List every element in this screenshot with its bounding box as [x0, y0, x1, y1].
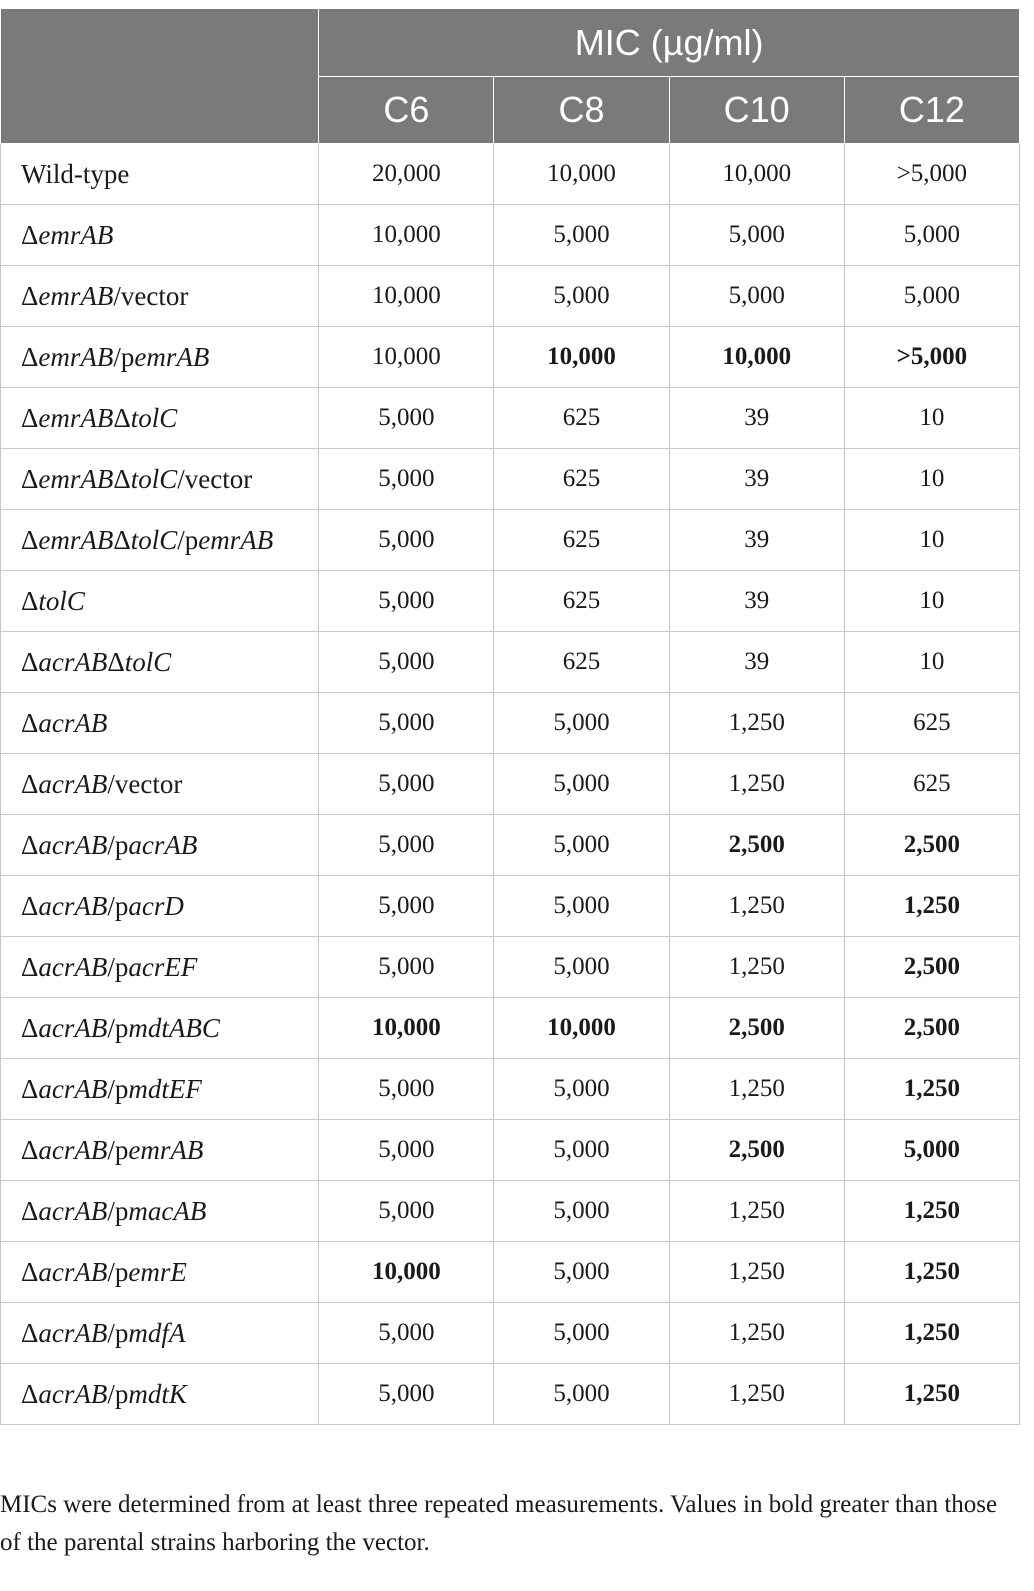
table-row [1, 1120, 1020, 1181]
mic-value-cell: 5,000 [319, 1181, 494, 1242]
mic-value-cell: 10,000 [669, 144, 844, 205]
mic-value-cell: 5,000 [494, 1120, 669, 1181]
table-row [1, 754, 1020, 815]
mic-value-cell: 5,000 [844, 1120, 1019, 1181]
mic-value-cell: 2,500 [844, 815, 1019, 876]
column-header: C10 [669, 77, 844, 144]
mic-value-cell: 10,000 [319, 266, 494, 327]
mic-value-cell: 20,000 [319, 144, 494, 205]
mic-value-cell: 5,000 [494, 1181, 669, 1242]
table-row [1, 388, 1020, 449]
table-row [1, 1364, 1020, 1425]
mic-value-cell: 5,000 [319, 1303, 494, 1364]
mic-value-cell: 5,000 [494, 1364, 669, 1425]
table-row [1, 632, 1020, 693]
table-row [1, 510, 1020, 571]
column-header: C12 [844, 77, 1019, 144]
mic-value-cell: 5,000 [319, 1059, 494, 1120]
mic-value-cell: 5,000 [319, 632, 494, 693]
mic-value-cell: 1,250 [669, 937, 844, 998]
mic-value-cell: 10 [844, 632, 1019, 693]
mic-value-cell: 5,000 [319, 876, 494, 937]
mic-value-cell: 1,250 [844, 1364, 1019, 1425]
mic-value-cell: 10,000 [669, 327, 844, 388]
strain-name-cell: ΔacrAB/pacrAB [1, 815, 319, 876]
mic-value-cell: 5,000 [319, 1364, 494, 1425]
table-row [1, 1242, 1020, 1303]
strain-name-cell: ΔacrAB/pmdtABC [1, 998, 319, 1059]
mic-value-cell: 5,000 [494, 1059, 669, 1120]
mic-value-cell: 1,250 [844, 876, 1019, 937]
strain-name-cell: ΔacrAB/pmacAB [1, 1181, 319, 1242]
mic-value-cell: 5,000 [319, 1120, 494, 1181]
mic-value-cell: 1,250 [669, 754, 844, 815]
table-row [1, 937, 1020, 998]
mic-value-cell: 5,000 [319, 510, 494, 571]
mic-value-cell: 5,000 [494, 693, 669, 754]
mic-value-cell: 10 [844, 510, 1019, 571]
table-row [1, 876, 1020, 937]
mic-value-cell: 5,000 [494, 754, 669, 815]
table-footnote: MICs were determined from at least three repeated measurements. Values in bold greater than those of the parental strains harboring the vector. [0, 1491, 998, 1556]
table-row [1, 693, 1020, 754]
strain-name-cell: ΔacrABΔtolC [1, 632, 319, 693]
mic-value-cell: 5,000 [494, 1303, 669, 1364]
strain-name-cell: ΔacrAB/pacrD [1, 876, 319, 937]
strain-name-cell: ΔemrABΔtolC/vector [1, 449, 319, 510]
mic-value-cell: 1,250 [844, 1242, 1019, 1303]
mic-value-cell: 5,000 [844, 205, 1019, 266]
table-row [1, 266, 1020, 327]
strain-name-cell: ΔacrAB/pmdfA [1, 1303, 319, 1364]
mic-value-cell: 1,250 [669, 1242, 844, 1303]
strain-name-cell: ΔtolC [1, 571, 319, 632]
mic-value-cell: 2,500 [669, 998, 844, 1059]
mic-value-cell: 5,000 [669, 205, 844, 266]
mic-table [0, 8, 1020, 1425]
mic-value-cell: 625 [494, 510, 669, 571]
strain-name-cell: ΔacrAB/pacrEF [1, 937, 319, 998]
mic-value-cell: >5,000 [844, 144, 1019, 205]
mic-value-cell: 625 [844, 693, 1019, 754]
header-corner [1, 9, 319, 144]
mic-value-cell: >5,000 [844, 327, 1019, 388]
strain-name-cell: ΔacrAB/pmdtEF [1, 1059, 319, 1120]
mic-value-cell: 39 [669, 449, 844, 510]
mic-value-cell: 625 [494, 571, 669, 632]
mic-value-cell: 625 [494, 388, 669, 449]
mic-value-cell: 1,250 [844, 1303, 1019, 1364]
mic-value-cell: 10 [844, 571, 1019, 632]
mic-value-cell: 5,000 [494, 1242, 669, 1303]
mic-value-cell: 625 [844, 754, 1019, 815]
mic-value-cell: 10,000 [319, 327, 494, 388]
mic-value-cell: 1,250 [844, 1059, 1019, 1120]
mic-value-cell: 10,000 [494, 144, 669, 205]
table-row [1, 1059, 1020, 1120]
strain-name-cell: ΔemrAB [1, 205, 319, 266]
mic-value-cell: 1,250 [669, 1059, 844, 1120]
mic-value-cell: 5,000 [319, 693, 494, 754]
mic-value-cell: 39 [669, 632, 844, 693]
mic-value-cell: 5,000 [669, 266, 844, 327]
strain-name-cell: ΔemrABΔtolC/pemrAB [1, 510, 319, 571]
mic-value-cell: 10,000 [319, 998, 494, 1059]
table-body [1, 144, 1020, 1425]
mic-value-cell: 5,000 [319, 754, 494, 815]
table-row [1, 1181, 1020, 1242]
mic-value-cell: 39 [669, 388, 844, 449]
mic-value-cell: 1,250 [669, 1364, 844, 1425]
mic-value-cell: 5,000 [319, 815, 494, 876]
mic-value-cell: 2,500 [844, 937, 1019, 998]
mic-value-cell: 10,000 [319, 205, 494, 266]
table-row [1, 327, 1020, 388]
table-row [1, 144, 1020, 205]
mic-value-cell: 10,000 [494, 327, 669, 388]
mic-value-cell: 5,000 [319, 388, 494, 449]
mic-value-cell: 10,000 [494, 998, 669, 1059]
column-header: C8 [494, 77, 669, 144]
mic-value-cell: 10 [844, 449, 1019, 510]
mic-value-cell: 5,000 [494, 876, 669, 937]
mic-value-cell: 625 [494, 632, 669, 693]
mic-value-cell: 5,000 [319, 449, 494, 510]
mic-value-cell: 625 [494, 449, 669, 510]
mic-value-cell: 1,250 [669, 876, 844, 937]
mic-value-cell: 2,500 [669, 815, 844, 876]
header-group-label: MIC (µg/ml) [319, 9, 1020, 77]
mic-value-cell: 2,500 [844, 998, 1019, 1059]
mic-value-cell: 1,250 [844, 1181, 1019, 1242]
mic-value-cell: 10,000 [319, 1242, 494, 1303]
mic-value-cell: 1,250 [669, 1181, 844, 1242]
strain-name-cell: ΔemrAB/pemrAB [1, 327, 319, 388]
table-row [1, 205, 1020, 266]
strain-name-cell: ΔemrAB/vector [1, 266, 319, 327]
table-header [1, 9, 1020, 144]
mic-value-cell: 2,500 [669, 1120, 844, 1181]
table-row [1, 1303, 1020, 1364]
strain-name-cell: Wild-type [1, 144, 319, 205]
table-row [1, 815, 1020, 876]
strain-name-cell: ΔacrAB/pemrAB [1, 1120, 319, 1181]
strain-name-cell: ΔacrAB [1, 693, 319, 754]
mic-value-cell: 5,000 [844, 266, 1019, 327]
mic-value-cell: 5,000 [494, 937, 669, 998]
mic-value-cell: 5,000 [494, 205, 669, 266]
mic-value-cell: 5,000 [494, 815, 669, 876]
table-row [1, 571, 1020, 632]
mic-value-cell: 10 [844, 388, 1019, 449]
mic-value-cell: 39 [669, 571, 844, 632]
table-row [1, 449, 1020, 510]
mic-value-cell: 5,000 [319, 937, 494, 998]
column-header: C6 [319, 77, 494, 144]
strain-name-cell: ΔacrAB/pmdtK [1, 1364, 319, 1425]
mic-value-cell: 39 [669, 510, 844, 571]
mic-value-cell: 5,000 [494, 266, 669, 327]
strain-name-cell: ΔacrAB/pemrE [1, 1242, 319, 1303]
mic-value-cell: 5,000 [319, 571, 494, 632]
mic-value-cell: 1,250 [669, 693, 844, 754]
strain-name-cell: ΔemrABΔtolC [1, 388, 319, 449]
mic-value-cell: 1,250 [669, 1303, 844, 1364]
table-row [1, 998, 1020, 1059]
strain-name-cell: ΔacrAB/vector [1, 754, 319, 815]
